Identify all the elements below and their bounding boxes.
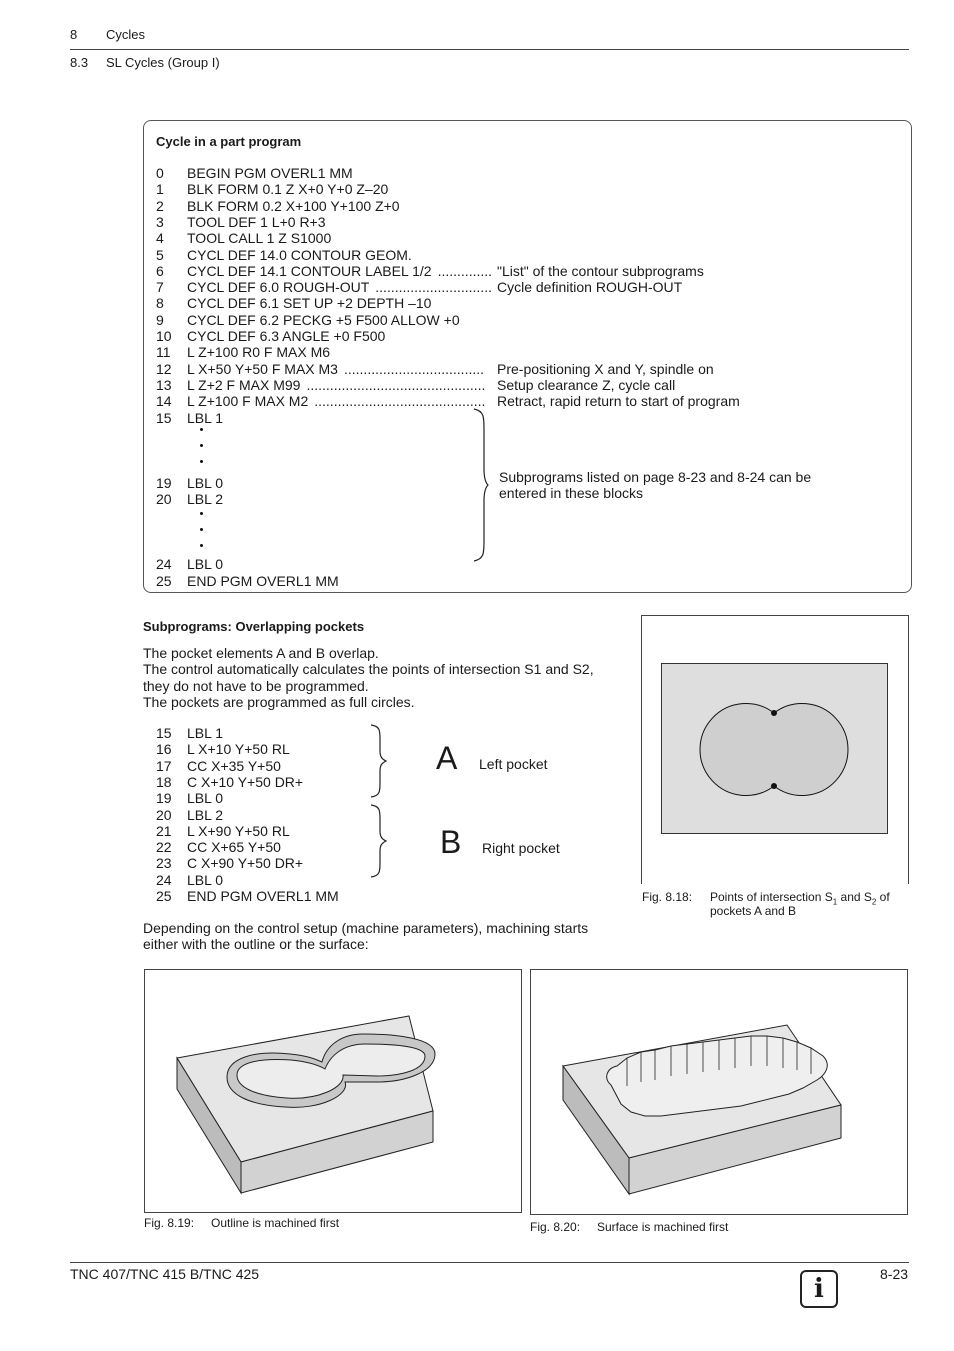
line-number: 23 xyxy=(156,855,172,872)
overlapping-pockets-diagram xyxy=(661,663,889,835)
line-number: 2 xyxy=(156,197,164,214)
figure-8-19-text: Outline is machined first xyxy=(211,1216,340,1230)
line-number: 25 xyxy=(156,572,172,589)
subprograms-para-3: they do not have to be programmed. xyxy=(143,678,369,694)
code-text: LBL 2 xyxy=(187,491,224,507)
line-number: 19 xyxy=(156,790,172,807)
figure-8-20-caption xyxy=(530,1220,830,1236)
code-text: L Z+2 F MAX M99 xyxy=(187,376,301,393)
line-comment: Setup clearance Z, cycle call xyxy=(497,376,676,393)
code-text: END PGM OVERL1 MM xyxy=(187,572,339,589)
line-number: 18 xyxy=(156,773,172,790)
figure-8-18-caption xyxy=(642,890,908,920)
code-text: CYCL DEF 6.2 PECKG +5 F500 ALLOW +0 xyxy=(187,311,460,328)
continuation-dot xyxy=(200,528,203,531)
code-text: CC X+35 Y+50 xyxy=(187,757,281,774)
pocket-a-letter: A xyxy=(436,740,458,776)
brace-note-line2: entered in these blocks xyxy=(499,485,643,501)
line-number: 17 xyxy=(156,757,172,774)
info-icon: i xyxy=(800,1270,838,1308)
code-text: CYCL DEF 14.1 CONTOUR LABEL 1/2 xyxy=(187,262,432,279)
code-text: LBL 1 xyxy=(187,409,224,426)
code-text: BLK FORM 0.1 Z X+0 Y+0 Z–20 xyxy=(187,181,389,198)
line-comment: Cycle definition ROUGH-OUT xyxy=(497,279,683,296)
figure-8-19-frame xyxy=(144,969,522,1213)
leader-dots: .............................................. xyxy=(306,376,486,393)
section-title: SL Cycles (Group I) xyxy=(106,55,220,70)
code-text: TOOL DEF 1 L+0 R+3 xyxy=(187,213,326,230)
line-number: 3 xyxy=(156,213,164,230)
line-number: 19 xyxy=(156,474,172,491)
pocket-a-label: Left pocket xyxy=(479,756,548,772)
line-number: 5 xyxy=(156,246,164,263)
code-text: L X+90 Y+50 RL xyxy=(187,822,290,839)
chapter-number: 8 xyxy=(70,27,78,42)
line-comment: Pre-positioning X and Y, spindle on xyxy=(497,360,714,377)
code-text: L Z+100 R0 F MAX M6 xyxy=(187,344,331,361)
chapter-title: Cycles xyxy=(106,27,146,42)
code-text: L X+50 Y+50 F MAX M3 xyxy=(187,360,338,377)
code-text: BEGIN PGM OVERL1 MM xyxy=(187,165,353,181)
line-number: 20 xyxy=(156,491,172,507)
line-number: 24 xyxy=(156,556,172,573)
code-text: TOOL CALL 1 Z S1000 xyxy=(187,230,332,247)
line-number: 11 xyxy=(156,344,171,361)
line-number: 6 xyxy=(156,262,164,279)
leader-dots: .............................. xyxy=(375,279,492,296)
leader-dots: ............................................ xyxy=(314,393,486,410)
line-number: 24 xyxy=(156,871,172,888)
figure-8-19-caption xyxy=(144,1216,444,1232)
line-number: 15 xyxy=(156,725,172,741)
subprograms-para-2: The control automatically calculates the points of intersection S1 and S2, xyxy=(143,661,594,677)
code-text: CC X+65 Y+50 xyxy=(187,839,281,856)
code-text: LBL 0 xyxy=(187,556,224,573)
leader-dots: .................................... xyxy=(343,360,485,377)
subprograms-para-4: The pockets are programmed as full circles. xyxy=(143,694,415,710)
code-text: CYCL DEF 14.0 CONTOUR GEOM. xyxy=(187,246,412,263)
figure-8-20-frame xyxy=(530,969,908,1215)
line-number: 22 xyxy=(156,839,172,856)
code-text: LBL 1 xyxy=(187,725,224,741)
line-number: 14 xyxy=(156,393,172,410)
curly-brace-icon xyxy=(368,803,390,879)
line-number: 1 xyxy=(156,181,164,198)
section-number: 8.3 xyxy=(70,55,89,70)
figure-8-20-label: Fig. 8.20: xyxy=(530,1220,581,1234)
subprogram-listing xyxy=(156,725,386,905)
code-text: LBL 0 xyxy=(187,871,224,888)
line-number: 15 xyxy=(156,409,172,426)
line-number: 25 xyxy=(156,888,172,904)
continuation-dot xyxy=(200,460,203,463)
continuation-dot xyxy=(200,544,203,547)
code-text: CYCL DEF 6.0 ROUGH-OUT xyxy=(187,279,370,296)
continuation-dot xyxy=(200,512,203,515)
continuation-dot xyxy=(200,428,203,431)
figure-8-18-frame xyxy=(641,615,909,884)
line-number: 4 xyxy=(156,230,164,247)
code-text: LBL 0 xyxy=(187,474,224,491)
header-rule xyxy=(70,49,909,50)
figure-8-20-text: Surface is machined first xyxy=(597,1220,729,1234)
footer-rule xyxy=(70,1262,909,1263)
code-text: LBL 0 xyxy=(187,790,224,807)
line-comment: Retract, rapid return to start of program xyxy=(497,393,740,410)
program-listing xyxy=(156,165,896,590)
line-number: 21 xyxy=(156,822,172,839)
line-number: 12 xyxy=(156,360,172,377)
line-number: 13 xyxy=(156,376,172,393)
subprograms-para-1: The pocket elements A and B overlap. xyxy=(143,645,379,661)
code-text: C X+90 Y+50 DR+ xyxy=(187,855,304,872)
code-text: L Z+100 F MAX M2 xyxy=(187,393,309,410)
surface-machining-illustration xyxy=(531,970,907,1214)
code-text: BLK FORM 0.2 X+100 Y+100 Z+0 xyxy=(187,197,400,214)
code-text: CYCL DEF 6.1 SET UP +2 DEPTH –10 xyxy=(187,295,432,312)
pocket-b-letter: B xyxy=(440,824,462,860)
brace-note-line1: Subprograms listed on page 8-23 and 8-24 can be xyxy=(499,469,812,485)
subprograms-title: Subprograms: Overlapping pockets xyxy=(143,619,365,634)
code-text: END PGM OVERL1 MM xyxy=(187,888,339,904)
code-text: C X+10 Y+50 DR+ xyxy=(187,773,304,790)
code-text: L X+10 Y+50 RL xyxy=(187,741,290,758)
line-number: 9 xyxy=(156,311,164,328)
line-number: 7 xyxy=(156,279,164,296)
leader-dots: .............. xyxy=(437,262,493,279)
figure-8-19-label: Fig. 8.19: xyxy=(144,1216,195,1230)
line-number: 20 xyxy=(156,806,172,823)
footer-models: TNC 407/TNC 415 B/TNC 425 xyxy=(70,1266,260,1282)
outline-machining-illustration xyxy=(145,970,521,1212)
code-text: CYCL DEF 6.3 ANGLE +0 F500 xyxy=(187,328,386,344)
line-number: 10 xyxy=(156,328,172,344)
program-box xyxy=(143,120,912,593)
code-text: LBL 2 xyxy=(187,806,224,823)
curly-brace-icon xyxy=(470,407,490,563)
pocket-b-label: Right pocket xyxy=(482,840,560,856)
figure-8-18-label: Fig. 8.18: xyxy=(642,890,693,904)
line-number: 8 xyxy=(156,295,164,312)
continuation-dot xyxy=(200,444,203,447)
line-comment: "List" of the contour subprograms xyxy=(497,262,704,279)
page-number: 8-23 xyxy=(880,1266,909,1282)
depending-line2: either with the outline or the surface: xyxy=(143,936,369,952)
line-number: 16 xyxy=(156,741,172,758)
depending-line1: Depending on the control setup (machine parameters), machining starts xyxy=(143,920,589,936)
figure-8-18-text-line2: pockets A and B xyxy=(710,904,797,918)
program-box-title: Cycle in a part program xyxy=(156,134,302,149)
figure-8-18-text: Points of intersection $S_1$ and $S_2$ of xyxy=(710,890,890,907)
curly-brace-icon xyxy=(368,723,390,799)
line-number: 0 xyxy=(156,165,164,181)
